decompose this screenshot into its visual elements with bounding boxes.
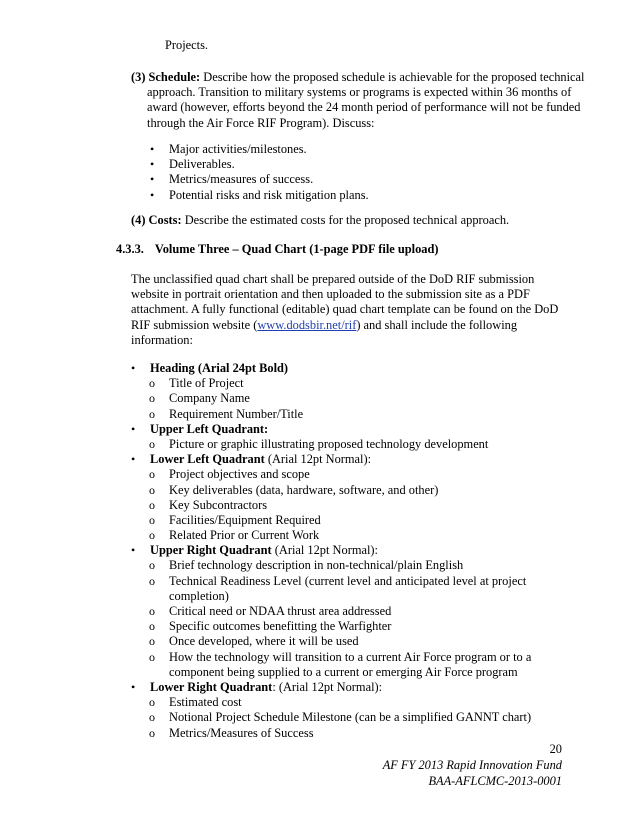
- bullet-icon: •: [131, 361, 136, 375]
- sub-bullet-icon: o: [149, 558, 155, 573]
- schedule-label: (3) Schedule:: [131, 70, 201, 84]
- sub-list-item: o Estimated cost: [149, 695, 242, 710]
- sub-list-item: o Notional Project Schedule Milestone (can be a simplified GANNT chart): [149, 710, 532, 725]
- section-title: Volume Three – Quad Chart (1-page PDF file upload): [154, 242, 439, 256]
- sub-list-item: o How the technology will transition to a current Air Force program or to a: [149, 649, 532, 664]
- footer-line-2: BAA-AFLCMC-2013-0001: [428, 774, 562, 788]
- bullet-icon: •: [131, 679, 136, 694]
- list-item: • Upper Left Quadrant:: [131, 421, 269, 436]
- sub-list-item: o Title of Project: [149, 376, 244, 391]
- sub-list-item: o Requirement Number/Title: [149, 406, 304, 421]
- list-item: • Upper Right Quadrant (Arial 12pt Normal):: [131, 543, 378, 558]
- sub-list-item: o Related Prior or Current Work: [149, 528, 320, 543]
- bullet-icon: •: [131, 543, 136, 558]
- sub-bullet-icon: o: [149, 391, 155, 406]
- costs-paragraph: [131, 213, 571, 228]
- sub-list-item: o Critical need or NDAA thrust area addressed: [149, 604, 392, 618]
- sub-list-item: o Once developed, where it will be used: [149, 634, 359, 649]
- sub-bullet-icon: o: [149, 634, 155, 649]
- sub-list-item: o Facilities/Equipment Required: [149, 512, 321, 527]
- bullet-icon: •: [150, 142, 155, 156]
- sub-bullet-icon: o: [149, 619, 155, 634]
- sub-list-item-continued: completion): [169, 588, 229, 603]
- section-number: 4.3.3.: [116, 242, 144, 256]
- list-item: • Major activities/milestones.: [150, 142, 307, 156]
- bullet-icon: •: [150, 172, 155, 187]
- list-item: • Lower Left Quadrant (Arial 12pt Normal):: [131, 452, 372, 467]
- bullet-icon: •: [150, 157, 155, 172]
- sub-list-item: o Technical Readiness Level (current level and anticipated level at project: [149, 573, 527, 588]
- sub-bullet-icon: o: [149, 528, 155, 543]
- sub-bullet-icon: o: [149, 497, 155, 512]
- continued-text: Projects.: [165, 38, 209, 52]
- sub-bullet-icon: o: [149, 467, 155, 482]
- sub-list-item: o Picture or graphic illustrating proposed technology development: [149, 436, 489, 451]
- section-heading: [116, 242, 576, 257]
- list-item: • Deliverables.: [150, 157, 235, 172]
- list-item: • Lower Right Quadrant: (Arial 12pt Normal):: [131, 679, 383, 694]
- sub-list-item: o Company Name: [149, 391, 250, 406]
- bullet-icon: •: [150, 187, 155, 202]
- sub-list-item-continued: component being supplied to a current or emerging Air Force program: [169, 664, 518, 679]
- sub-bullet-icon: o: [149, 512, 155, 527]
- schedule-bullet-list: [150, 142, 570, 203]
- costs-label: (4) Costs:: [131, 213, 182, 227]
- sub-bullet-icon: o: [149, 695, 155, 710]
- bullet-icon: •: [131, 421, 136, 436]
- sub-list-item: o Brief technology description in non-technical/plain English: [149, 558, 464, 573]
- sub-bullet-icon: o: [149, 573, 155, 588]
- list-item: • Heading (Arial 24pt Bold): [131, 361, 289, 375]
- sub-list-item: o Key deliverables (data, hardware, software, and other): [149, 482, 439, 497]
- quad-chart-requirements-list: [131, 361, 571, 741]
- sub-bullet-icon: o: [149, 436, 155, 451]
- sub-bullet-icon: o: [149, 604, 155, 618]
- sub-list-item: o Key Subcontractors: [149, 497, 268, 512]
- intro-paragraph: The unclassified quad chart shall be prepared outside of the DoD RIF submission website in portrait orientation and then uploaded to the submission site as a PDF attachment. A fully functional (editable) quad chart template can be found on the DoD RIF submission website (www.dodsbir.net/rif) and shall include the following information:: [131, 272, 559, 347]
- page-number: 20: [549, 742, 562, 756]
- list-item: • Metrics/measures of success.: [150, 172, 314, 187]
- sub-bullet-icon: o: [149, 710, 155, 725]
- sub-list-item: o Metrics/Measures of Success: [149, 725, 314, 740]
- sub-list-item: o Project objectives and scope: [149, 467, 310, 482]
- list-item: • Potential risks and risk mitigation plans.: [150, 187, 369, 202]
- sub-list-item: o Specific outcomes benefitting the Warfighter: [149, 619, 392, 634]
- sub-bullet-icon: o: [149, 725, 155, 740]
- footer-line-1: AF FY 2013 Rapid Innovation Fund: [382, 758, 562, 772]
- dodsbir-link[interactable]: www.dodsbir.net/rif: [257, 317, 357, 332]
- bullet-icon: •: [131, 452, 136, 467]
- schedule-paragraph: [131, 70, 587, 131]
- sub-bullet-icon: o: [149, 406, 155, 421]
- schedule-text: Describe how the proposed schedule is achievable for the proposed technical approach. Transition to military systems or programs is expected within 36 months of award (however, efforts beyond the 24 month period of performance will not be funded through the Air Force RIF Program). Discuss:: [147, 70, 585, 130]
- sub-bullet-icon: o: [149, 649, 155, 664]
- sub-bullet-icon: o: [149, 376, 155, 391]
- sub-bullet-icon: o: [149, 482, 155, 497]
- costs-text: Describe the estimated costs for the proposed technical approach.: [181, 213, 510, 227]
